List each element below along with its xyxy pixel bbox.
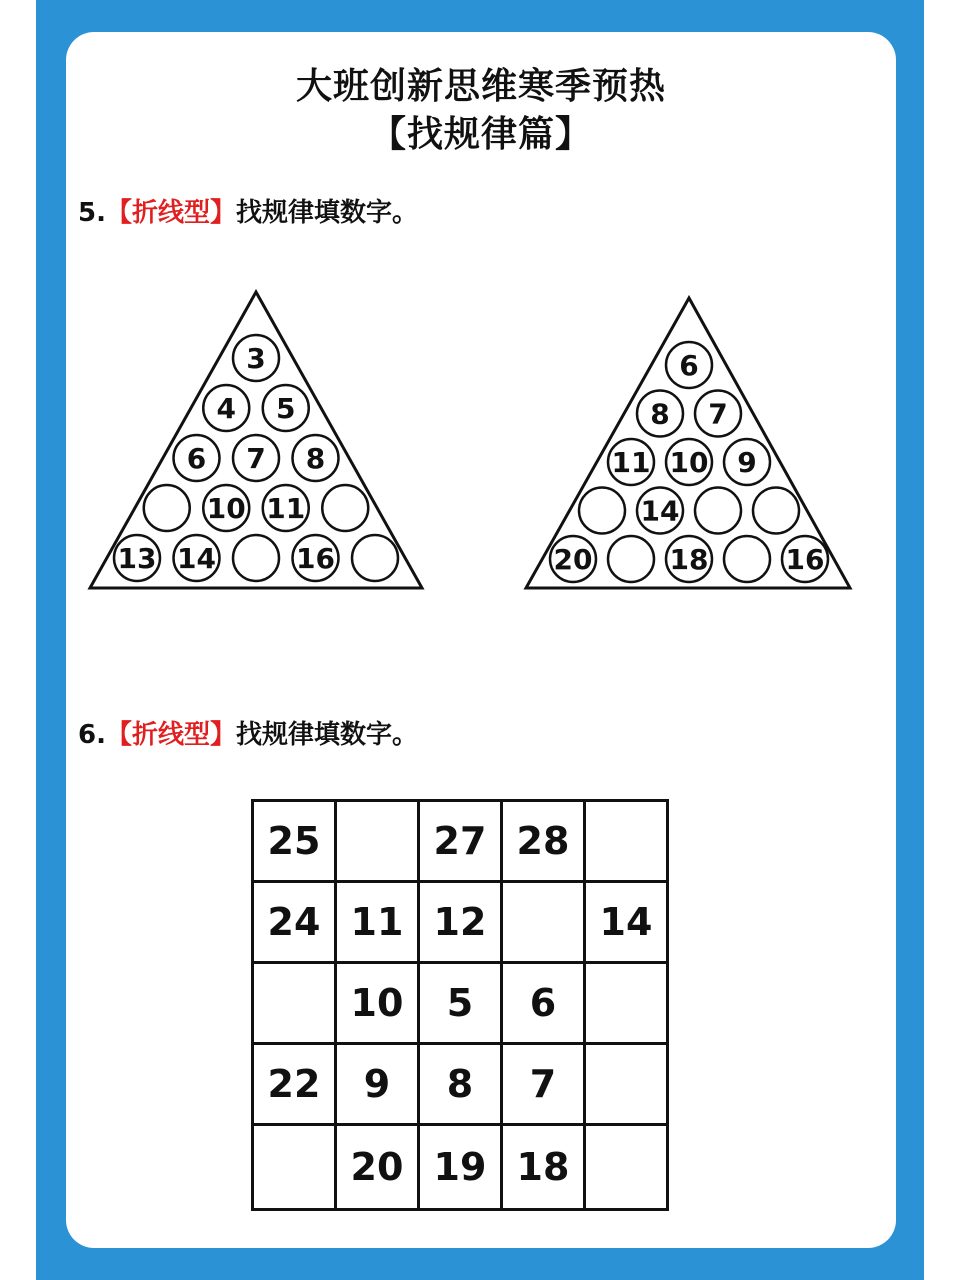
grid-cell[interactable]: 22 [253,1044,336,1125]
circle-number: 8 [650,397,670,431]
grid-row [253,963,668,1044]
grid-row [253,882,668,963]
blank-circle[interactable] [753,488,799,534]
grid-cell[interactable]: 14 [585,882,668,963]
grid-cell[interactable] [336,801,419,882]
question-tag: 【折线型】 [105,198,236,228]
triangle-right-circles [550,342,828,582]
triangle-left-circles [114,335,398,581]
circle-number: 16 [785,543,825,576]
blank-circle[interactable] [144,485,190,531]
grid-cell[interactable]: 8 [419,1044,502,1125]
grid-cell[interactable] [502,882,585,963]
circle-number: 6 [186,442,207,475]
blank-circle[interactable] [233,535,279,581]
question-tag: 【折线型】 [105,720,236,750]
grid-cell[interactable] [585,1044,668,1125]
grid-row [253,1125,668,1210]
circle-number: 5 [276,392,296,425]
circle-number: 6 [679,349,699,382]
circle-number: 10 [669,446,709,479]
circle-number: 7 [708,397,728,431]
question-text: 找规律填数字。 [235,720,418,750]
grid-cell[interactable] [253,1125,336,1210]
grid-cell[interactable]: 6 [502,963,585,1044]
grid-cell[interactable]: 24 [253,882,336,963]
blank-circle[interactable] [579,488,625,534]
circle-number: 10 [206,492,246,525]
blank-circle[interactable] [322,485,368,531]
grid-cell[interactable]: 11 [336,882,419,963]
grid-cell[interactable]: 9 [336,1044,419,1125]
grid-cell[interactable]: 25 [253,801,336,882]
circle-number: 7 [246,442,266,475]
circle-number: 20 [553,543,593,576]
grid-cell[interactable] [585,963,668,1044]
circle-number: 14 [177,542,216,575]
circle-number: 11 [266,492,306,525]
grid-cell[interactable] [253,963,336,1044]
circle-number: 14 [640,494,680,528]
blank-circle[interactable] [724,536,770,582]
grid-cell[interactable]: 27 [419,801,502,882]
grid-cell[interactable]: 20 [336,1125,419,1210]
number-grid [251,799,669,1211]
grid-cell[interactable]: 18 [502,1125,585,1210]
blank-circle[interactable] [695,488,741,534]
circle-number: 8 [305,442,326,475]
grid-cell[interactable]: 19 [419,1125,502,1210]
circle-number: 18 [669,543,709,576]
grid-cell[interactable]: 10 [336,963,419,1044]
circle-number: 13 [117,542,157,575]
question-text: 找规律填数字。 [235,198,418,228]
circle-number: 4 [216,392,236,425]
circle-number: 3 [246,342,266,375]
circle-number: 16 [296,542,335,575]
page-title: 大班创新思维寒季预热 [295,66,666,107]
circle-number: 11 [611,446,651,479]
grid-cell[interactable]: 5 [419,963,502,1044]
grid-row [253,801,668,882]
page-subtitle: 【找规律篇】 [369,114,592,155]
grid-cell[interactable] [585,801,668,882]
circle-number: 9 [737,446,757,479]
grid-cell[interactable] [585,1125,668,1210]
grid-cell[interactable]: 7 [502,1044,585,1125]
grid-row [253,1044,668,1125]
blank-circle[interactable] [608,536,654,582]
question-number: 6. [78,720,106,750]
question-6 [78,714,418,751]
question-number: 5. [78,198,106,228]
grid-cell[interactable]: 28 [502,801,585,882]
blank-circle[interactable] [352,535,398,581]
grid-cell[interactable]: 12 [419,882,502,963]
